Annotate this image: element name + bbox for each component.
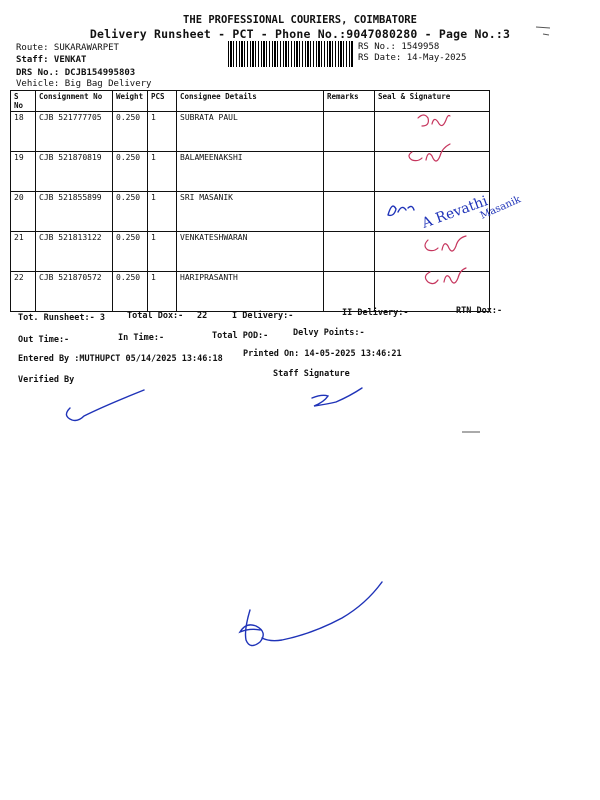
row20-note: A Revathi xyxy=(419,193,490,232)
consignment-cell: CJB 521813122 xyxy=(36,232,113,272)
weight-cell: 0.250 xyxy=(113,232,148,272)
row22-signature-mark xyxy=(425,268,466,284)
col-weight: Weight xyxy=(113,91,148,112)
staff-signature-label: Staff Signature xyxy=(273,369,350,379)
row21-signature-mark xyxy=(425,236,466,251)
consignee-cell: VENKATESHWARAN xyxy=(177,232,324,272)
tot-runsheet: Tot. Runsheet:- 3 xyxy=(18,313,105,323)
pcs-cell: 1 xyxy=(148,232,177,272)
entered-by: Entered By :MUTHUPCT 05/14/2025 13:46:18 xyxy=(18,354,223,364)
weight-cell: 0.250 xyxy=(113,112,148,152)
rtn-dox: RTN Dox:- xyxy=(456,306,503,316)
pcs-cell: 1 xyxy=(148,152,177,192)
runsheet-subtitle: Delivery Runsheet - PCT - Phone No.:9047080280 - Page No.:3 xyxy=(89,27,511,41)
ii-delivery: II Delivery:- xyxy=(342,308,409,318)
weight-cell: 0.250 xyxy=(113,152,148,192)
vehicle-label: Vehicle: Big Bag Delivery xyxy=(16,79,152,89)
consignee-cell: SUBRATA PAUL xyxy=(177,112,324,152)
consignment-cell: CJB 521870572 xyxy=(36,272,113,312)
col-seal-signature: Seal & Signature xyxy=(375,91,490,112)
row20-scribble xyxy=(388,206,414,215)
sno-cell: 19 xyxy=(11,152,36,192)
col-sno: S No xyxy=(11,91,36,112)
col-consignee: Consignee Details xyxy=(177,91,324,112)
out-time: Out Time:- xyxy=(18,335,70,345)
row19-signature-mark xyxy=(409,144,450,161)
pcs-cell: 1 xyxy=(148,192,177,232)
weight-cell: 0.250 xyxy=(113,272,148,312)
total-dox-value: 22 xyxy=(197,311,208,321)
consignment-cell: CJB 521870819 xyxy=(36,152,113,192)
drs-number: DRS No.: DCJB154995803 xyxy=(16,68,136,78)
sno-cell: 18 xyxy=(11,112,36,152)
large-signature-mark xyxy=(240,582,382,646)
i-delivery: I Delivery:- xyxy=(232,311,294,321)
verified-by-signature xyxy=(66,390,144,421)
verified-by-label: Verified By xyxy=(18,375,75,385)
sno-cell: 22 xyxy=(11,272,36,312)
pcs-cell: 1 xyxy=(148,272,177,312)
corner-mark xyxy=(536,27,550,35)
row20-note2: Masanik xyxy=(478,194,523,222)
staff-signature-mark xyxy=(312,388,362,406)
staff-label: Staff: VENKAT xyxy=(16,55,87,65)
total-pod: Total POD:- xyxy=(212,331,269,341)
weight-cell: 0.250 xyxy=(113,192,148,232)
consignee-cell: HARIPRASANTH xyxy=(177,272,324,312)
consignment-cell: CJB 521777705 xyxy=(36,112,113,152)
col-remarks: Remarks xyxy=(324,91,375,112)
sno-cell: 21 xyxy=(11,232,36,272)
printed-on: Printed On: 14-05-2025 13:46:21 xyxy=(243,349,402,359)
col-pcs: PCS xyxy=(148,91,177,112)
route-label: Route: SUKARAWARPET xyxy=(16,43,119,53)
in-time: In Time:- xyxy=(118,333,165,343)
col-consignment: Consignment No xyxy=(36,91,113,112)
pcs-cell: 1 xyxy=(148,112,177,152)
total-dox-label: Total Dox:- xyxy=(127,311,184,321)
row18-signature-mark xyxy=(418,115,450,126)
rs-number: RS No.: 1549958 xyxy=(358,42,440,52)
consignment-cell: CJB 521855899 xyxy=(36,192,113,232)
rs-date: RS Date: 14-May-2025 xyxy=(358,53,467,63)
sno-cell: 20 xyxy=(11,192,36,232)
consignee-cell: BALAMEENAKSHI xyxy=(177,152,324,192)
delvy-points: Delvy Points:- xyxy=(293,328,365,338)
company-title: THE PROFESSIONAL COURIERS, COIMBATORE xyxy=(183,14,417,26)
consignee-cell: SRI MASANIK xyxy=(177,192,324,232)
